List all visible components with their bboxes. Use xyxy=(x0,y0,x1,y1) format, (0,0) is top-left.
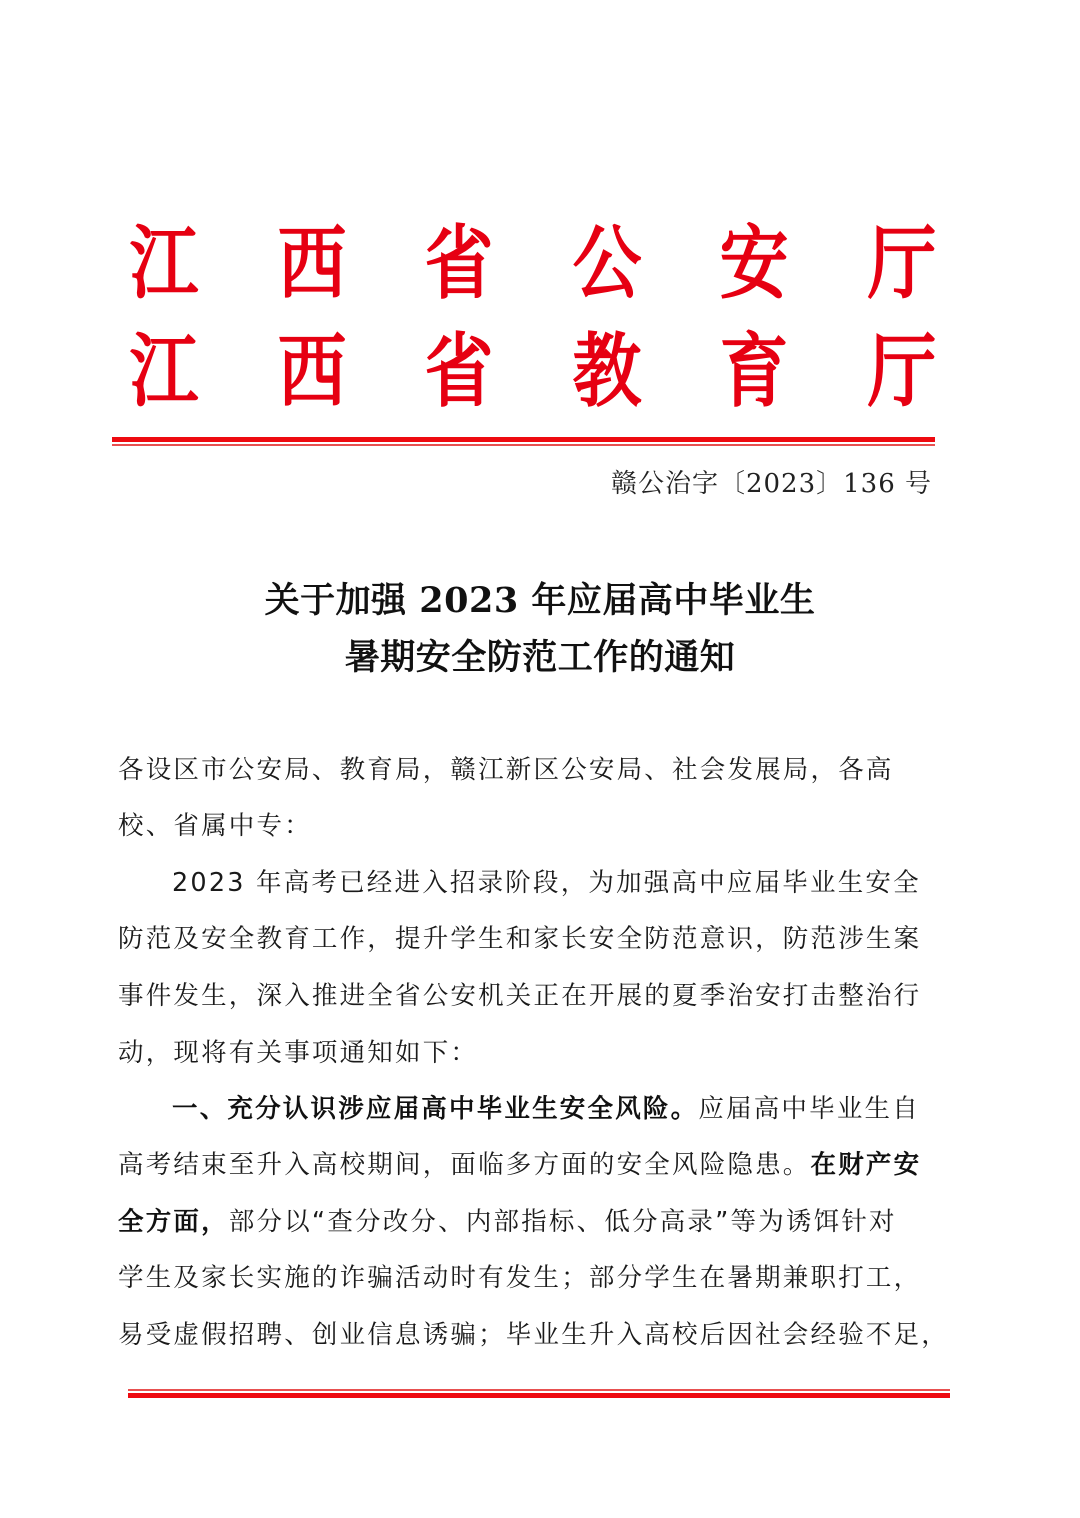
header-char: 教 xyxy=(572,324,642,418)
section-emphasis: 全方面， xyxy=(118,1207,229,1237)
paragraph-line: 防范及安全教育工作，提升学生和家长安全防范意识，防范涉生案 xyxy=(118,924,922,954)
paragraph-line: 事件发生，深入推进全省公安机关正在开展的夏季治安打击整治行 xyxy=(118,981,922,1011)
header-char: 安 xyxy=(719,216,789,310)
issuer-header-police xyxy=(118,218,948,308)
header-char: 省 xyxy=(424,216,494,310)
section-emphasis: 在财产安 xyxy=(810,1150,922,1180)
section-one-line: 学生及家长实施的诈骗活动时有发生；部分学生在暑期兼职打工， xyxy=(118,1263,922,1293)
header-char: 省 xyxy=(424,324,494,418)
section-heading: 一、充分认识涉应届高中毕业生安全风险。 xyxy=(172,1094,699,1124)
document-title-line2: 暑期安全防范工作的通知 xyxy=(344,637,736,678)
header-char: 西 xyxy=(277,216,346,310)
document-number: 赣公治字〔2023〕136 号 xyxy=(610,469,932,499)
red-divider-bottom-thin xyxy=(128,1389,950,1391)
section-one-line: 易受虚假招聘、创业信息诱骗；毕业生升入高校后因社会经验不足， xyxy=(118,1320,950,1350)
issuer-header-education xyxy=(118,326,948,416)
section-one-line xyxy=(118,1091,1002,1127)
header-char: 厅 xyxy=(867,216,937,310)
header-char: 西 xyxy=(277,324,346,418)
section-text: 高考结束至升入高校期间，面临多方面的安全风险隐患。 xyxy=(118,1150,811,1180)
section-text: 部分以“查分改分、内部指标、低分高录”等为诱饵针对 xyxy=(228,1207,897,1237)
addressee-line: 校、省属中专： xyxy=(118,811,312,841)
section-text: 应届高中毕业生自 xyxy=(698,1094,920,1124)
red-divider-top-thin xyxy=(112,444,935,446)
section-one-line xyxy=(118,1204,948,1240)
addressee-line: 各设区市公安局、教育局，赣江新区公安局、社会发展局，各高 xyxy=(118,755,894,785)
paragraph-line: 2023 年高考已经进入招录阶段，为加强高中应届毕业生安全 xyxy=(172,868,921,898)
header-char: 育 xyxy=(719,324,789,418)
header-char: 江 xyxy=(129,324,199,418)
section-one-line xyxy=(118,1147,948,1183)
header-char: 公 xyxy=(572,216,642,310)
paragraph-line: 动，现将有关事项通知如下： xyxy=(118,1038,479,1068)
header-char: 厅 xyxy=(867,324,937,418)
red-divider-top xyxy=(112,437,935,442)
document-title-line1: 关于加强 2023 年应届高中毕业生 xyxy=(264,580,816,621)
header-char: 江 xyxy=(129,216,199,310)
red-divider-bottom xyxy=(128,1393,950,1398)
